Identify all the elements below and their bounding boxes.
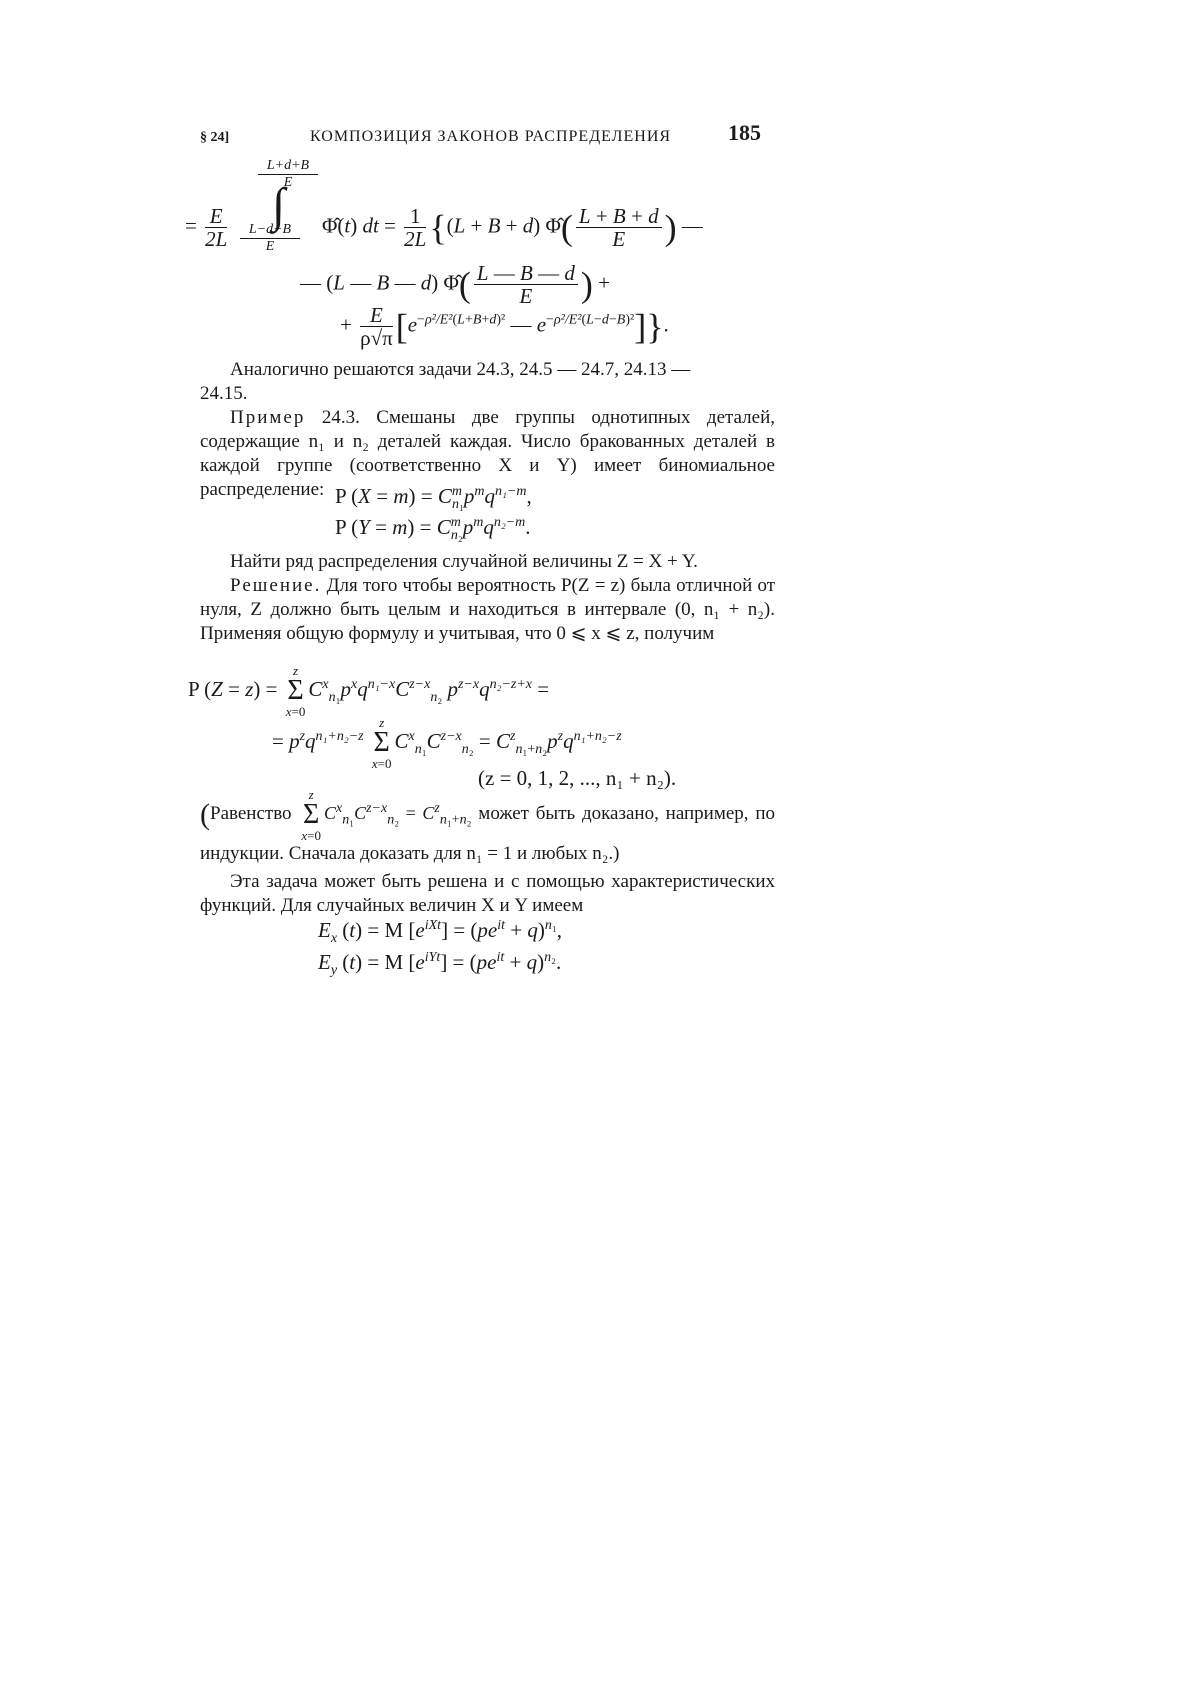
formula-line-1-rhs: Φ̂(t) dt = $\frac{1}{2L}$ {(L + B + d) Φ̂( $\frac{L + B + d}{E}$ ) —: [322, 204, 703, 252]
equality-paragraph: (Равенство z Σ $x=0C^x_{n_1}C^{z-x}_{n_2} = C^z_{n_1+n_2}$ может быть доказано, например, по индукции. Сначала доказать для n₁ = 1 и любых n₂.): [200, 787, 776, 864]
binomial-x: P $(X = m) = C^m_{n_1}p^mq^{n_1-m}$,: [335, 484, 532, 513]
example-label: Пример: [230, 407, 306, 428]
solution-text: Для того чтобы вероятность P(Z = z) была отличной от нуля, Z должно быть целым и находиться в интервале (0, n₁ + n₂). Применяя общую формулу и учитывая, что 0 ⩽ x ⩽ z, получим: [200, 575, 776, 644]
page-number: 185: [728, 120, 761, 145]
solution-paragraph: [200, 574, 775, 646]
integral-upper-limit: L+d+B E: [258, 158, 318, 191]
range-note: (z = 0, 1, 2, ..., n₁ + n₂).: [478, 766, 677, 790]
page-header: [200, 120, 770, 156]
section-marker: § 24]: [200, 130, 230, 145]
similar-line-1: Аналогично решаются задачи 24.3, 24.5 — 24.7, 24.13 —: [230, 359, 691, 380]
running-title: КОМПОЗИЦИЯ ЗАКОНОВ РАСПРЕДЕЛЕНИЯ: [310, 128, 672, 145]
formula-line-3: + $\frac{E}{\rho√\pi}$ [$e^{-\rho^2/E^2(L+B+d)^2}$ — $e^{-\rho^2/E^2(L-d-B)^2}$]}.: [340, 303, 669, 351]
integral-lower-limit: L−d−B E: [240, 222, 300, 255]
char-function-x: $E_x$ (t) = M $[e^{iXt}] = (pe^{it} + q)^{n_1}$,: [318, 918, 563, 947]
equality-rest: может быть доказано, например, по индукции. Сначала доказать для n₁ = 1 и любых n₂.): [200, 803, 776, 864]
distribution-formula-2: = $p^zq^{n_1+n_2-z}$ z Σ $x=0C^x_{n_1}C^{z-x}_{n_2} = C^z_{n_1+n_2}p^zq^{n_1+n_2-z}$: [272, 715, 622, 771]
formula-line-2: — (L — B — d) Φ̂( $\frac{L — B — d}{E}$ ) +: [300, 261, 610, 309]
integral-sign: ∫: [272, 179, 286, 232]
formula-line-1: = $\frac{E}{2L}$: [185, 204, 228, 252]
binomial-y: P $(Y = m) = C^m_{n_2}p^mq^{n_2-m}$.: [335, 515, 531, 544]
similar-line-2: 24.15.: [200, 383, 248, 404]
equality-formula: z Σ $x=0C^x_{n_1}C^{z-x}_{n_2} = C^z_{n_1+n_2}$: [301, 787, 472, 843]
char-function-paragraph: Эта задача может быть решена и с помощью характеристических функций. Для случайных величин X и Y имеем: [200, 871, 775, 916]
similar-problems: [200, 358, 775, 406]
task-line: Найти ряд распределения случайной величины Z = X + Y.: [230, 551, 698, 572]
solution-label: Решение.: [230, 575, 322, 596]
distribution-formula-1: P (Z = z) = z Σ $x=0C^x_{n_1}p^xq^{n_1-x}C^{z-x}_{n_2}$ $p^{z-x}q^{n_2-z+x}$ =: [188, 663, 550, 719]
char-function-y: $E_y$ (t) = M $[e^{iYt}] = (pe^{it} + q)^{n_2}$.: [318, 950, 562, 979]
example-text: 24.3. Смешаны две группы однотипных деталей, содержащие n₁ и n₂ деталей каждая. Число бракованных деталей в каждой группе (соответственно X и Y) имеет биномиальное распределение:: [200, 407, 775, 500]
